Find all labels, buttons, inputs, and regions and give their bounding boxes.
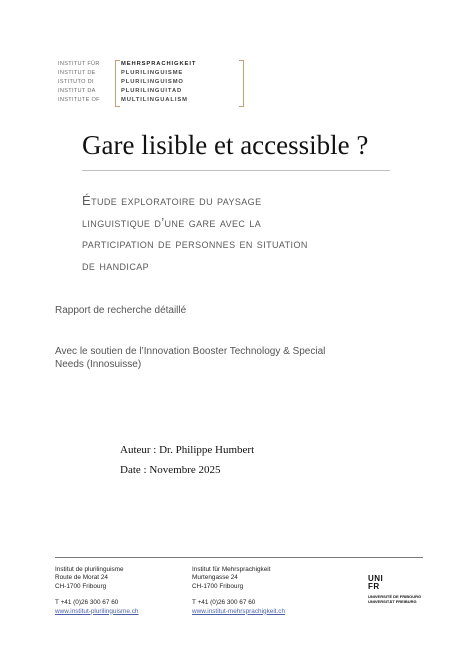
logo-right-line: PLURILINGUISMO — [121, 79, 184, 85]
document-subtitle — [82, 190, 402, 276]
support-statement — [55, 345, 395, 371]
logo-right-line: MEHRSPRACHIGKEIT — [121, 61, 197, 67]
footer-phone: T +41 (0)26 300 67 60 — [55, 599, 119, 607]
footer-website-link[interactable]: www.institut-plurilinguisme.ch — [55, 607, 139, 615]
logo-bracket-right — [239, 60, 244, 107]
logo-left-line: INSTITUT DA — [58, 88, 96, 94]
logo-left-line: INSTITUT DE — [58, 70, 96, 76]
report-type: Rapport de recherche détaillé — [55, 305, 187, 316]
logo-right-line: MULTILINGUALISM — [121, 97, 188, 103]
unifr-name — [368, 594, 421, 604]
logo-left-line: INSTITUTE OF — [58, 97, 100, 103]
unifr-mark — [368, 575, 421, 591]
logo-right-line: PLURILINGUITAD — [121, 88, 183, 94]
footer-street: Route de Morat 24 — [55, 574, 108, 582]
logo-right-line: PLURILINGUISME — [121, 70, 184, 76]
footer-street: Murtengasse 24 — [192, 574, 238, 582]
footer-city: CH-1700 Fribourg — [55, 582, 107, 590]
unifr-name-line: UNIVERSITÉ DE FRIBOURG — [368, 594, 422, 599]
date-line: Date : Novembre 2025 — [120, 464, 221, 476]
logo-bracket-left — [115, 60, 120, 107]
subtitle-line: linguistique d’une gare avec la — [82, 214, 262, 230]
logo-language-labels — [121, 60, 241, 105]
subtitle-line: de handicap — [82, 257, 150, 273]
footer-institute-name: Institut für Mehrsprachigkeit — [192, 566, 271, 573]
unifr-mark-line: UNI — [368, 574, 384, 583]
footer-city: CH-1700 Fribourg — [192, 582, 244, 590]
unifr-logo — [368, 575, 421, 604]
document-title: Gare lisible et accessible ? — [82, 130, 369, 160]
footer-institute-name: Institut de plurilinguisme — [55, 566, 124, 573]
unifr-mark-line: FR — [368, 582, 380, 591]
footer-spacer — [55, 591, 138, 599]
support-line: Avec le soutien de l’Innovation Booster Technology & Special — [55, 346, 326, 357]
logo-institute-labels — [58, 60, 114, 105]
unifr-name-line: UNIVERSITÄT FREIBURG — [368, 599, 417, 604]
logo-left-line: INSTITUT FÜR — [58, 61, 100, 67]
footer-spacer — [192, 591, 285, 599]
footer-address-mehrsprachigkeit — [192, 566, 285, 616]
footer-divider — [55, 557, 423, 558]
support-line: Needs (Innosuisse) — [55, 359, 142, 370]
logo-left-line: ISTITUTO DI — [58, 79, 94, 85]
author-line: Auteur : Dr. Philippe Humbert — [120, 444, 255, 456]
footer-phone: T +41 (0)26 300 67 60 — [192, 599, 256, 607]
subtitle-line: participation de personnes en situation — [82, 236, 308, 251]
title-divider — [82, 170, 390, 171]
footer-address-plurilinguisme — [55, 566, 138, 616]
subtitle-line: Étude exploratoire du paysage — [82, 193, 262, 208]
footer-website-link[interactable]: www.institut-mehrsprachigkeit.ch — [192, 607, 286, 615]
